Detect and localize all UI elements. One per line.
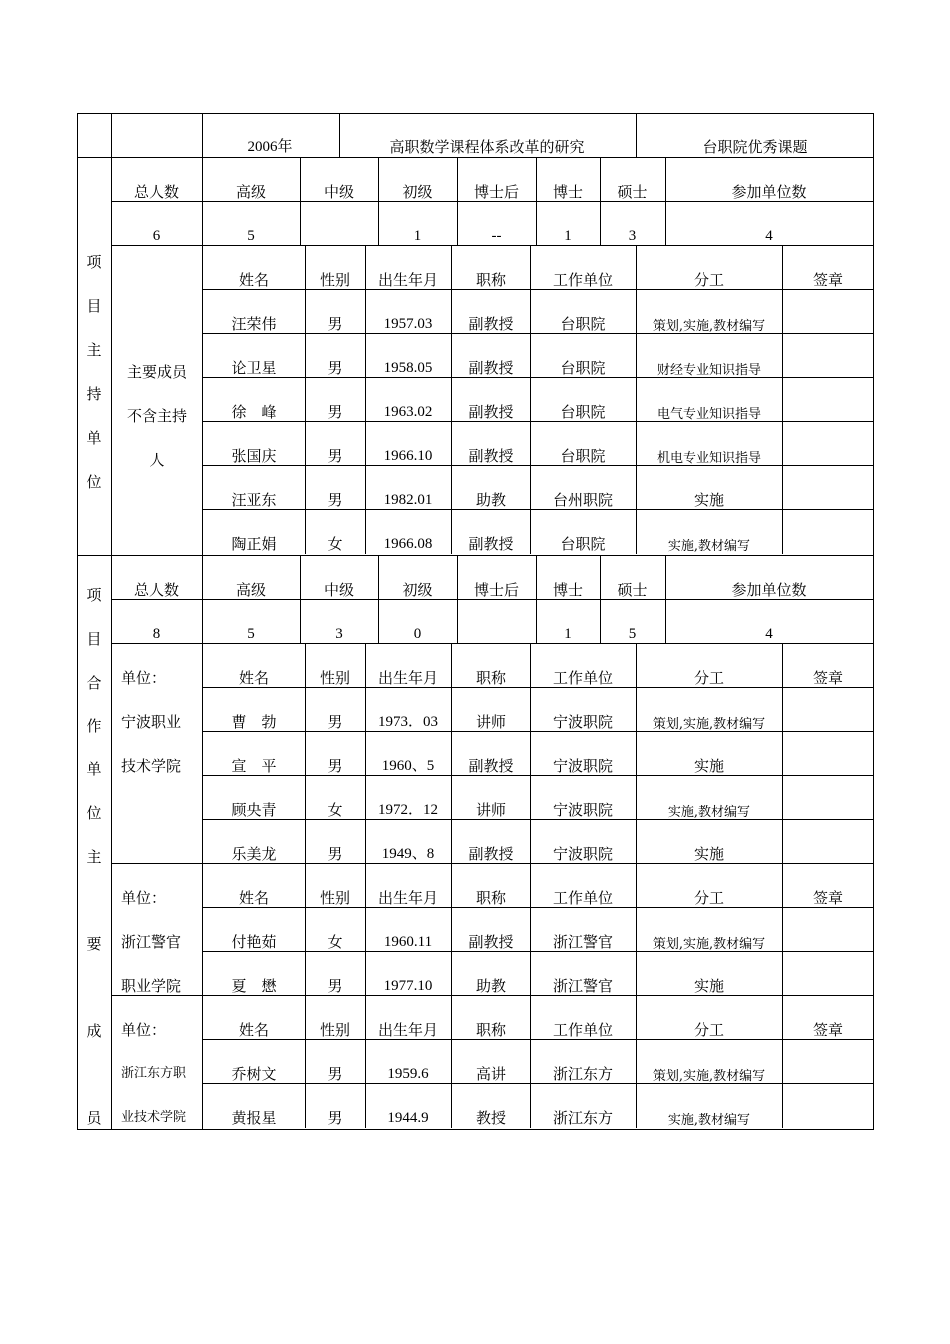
coop-stat-value: 0: [413, 626, 422, 642]
coop-member-col-header: 签章: [812, 889, 844, 907]
year-text: 2006年: [247, 139, 293, 155]
coop-side-label: 主: [86, 848, 102, 866]
coop-side-label: 目: [86, 630, 102, 648]
coop-member-title: 副教授: [468, 933, 514, 951]
coop-stat-value: 5: [247, 626, 255, 642]
table-rule: [77, 113, 78, 1130]
coop-member-col-header: 工作单位: [552, 889, 614, 907]
coop-member-col-header: 分工: [693, 669, 725, 687]
coop-side-label: 成: [86, 1022, 102, 1040]
coop-member-name: 顾央青: [231, 801, 277, 819]
host-member-gender: 女: [327, 535, 343, 553]
coop-member-col-header: 分工: [693, 889, 725, 907]
coop-member-role: 实施: [693, 977, 725, 995]
coop-side-label: 位: [86, 804, 102, 822]
host-member-col-header: 姓名: [238, 271, 270, 289]
table-rule: [365, 863, 366, 996]
table-rule: [451, 643, 452, 864]
coop-member-birth: 1949、8: [381, 846, 435, 862]
coop-stat-value: 3: [335, 626, 343, 642]
coop-member-birth: 1960、5: [381, 758, 435, 774]
table-rule: [305, 995, 306, 1128]
host-member-gender: 男: [327, 359, 343, 377]
coop-member-name: 夏 懋: [231, 977, 277, 995]
host-member-unit: 台职院: [560, 447, 606, 465]
host-stat-value: 1: [413, 228, 422, 244]
coop-member-birth: 1944.9: [387, 1110, 429, 1126]
table-rule: [202, 775, 874, 776]
table-rule: [451, 245, 452, 554]
table-rule: [636, 863, 637, 996]
table-rule: [782, 245, 783, 554]
coop-member-col-header: 分工: [693, 1021, 725, 1039]
coop-member-gender: 男: [327, 757, 343, 775]
host-side-label: 位: [86, 473, 102, 491]
coop-stat-label: 总人数: [133, 581, 180, 599]
table-rule: [202, 289, 874, 290]
table-rule: [202, 113, 203, 158]
coop-member-col-header: 性别: [319, 889, 351, 907]
coop-member-col-header: 工作单位: [552, 1021, 614, 1039]
coop-stat-value: 5: [628, 626, 637, 642]
table-rule: [111, 245, 874, 246]
coop-member-birth: 1960.11: [383, 934, 433, 950]
host-stat-label: 高级: [235, 183, 267, 201]
table-rule: [530, 643, 531, 864]
host-member-role: 机电专业知识指导: [656, 451, 762, 466]
coop-member-title: 高讲: [475, 1065, 507, 1083]
host-side-label: 持: [86, 385, 102, 403]
coop-side-label: 作: [86, 717, 102, 735]
host-member-role: 电气专业知识指导: [656, 407, 762, 422]
coop-side-label: 要: [86, 935, 102, 953]
table-rule: [202, 995, 874, 996]
coop-member-role: 实施,教材编写: [667, 1113, 751, 1128]
coop-member-gender: 男: [327, 1065, 343, 1083]
coop-member-gender: 男: [327, 845, 343, 863]
host-member-name: 论卫星: [231, 359, 277, 377]
coop-stat-label: 参加单位数: [731, 581, 807, 599]
host-member-role: 策划,实施,教材编写: [652, 319, 766, 334]
coop-member-gender: 男: [327, 713, 343, 731]
coop-member-name: 付艳茹: [231, 933, 277, 951]
coop-member-title: 讲师: [475, 801, 507, 819]
coop-unit-label: 宁波职业: [121, 713, 182, 731]
table-rule: [111, 599, 874, 600]
coop-stat-label: 初级: [402, 581, 433, 599]
coop-member-role: 策划,实施,教材编写: [652, 717, 766, 732]
table-rule: [665, 157, 666, 246]
coop-member-name: 宣 平: [231, 757, 277, 775]
host-stat-value: 3: [628, 228, 637, 244]
coop-member-col-header: 工作单位: [552, 669, 614, 687]
table-rule: [202, 509, 874, 510]
table-rule: [202, 643, 203, 1130]
coop-member-col-header: 姓名: [238, 889, 270, 907]
category-text: 台职院优秀课题: [702, 138, 808, 156]
coop-member-unit: 宁波职院: [552, 845, 614, 863]
host-stat-value: --: [491, 228, 502, 244]
coop-member-birth: 1973．03: [377, 714, 439, 730]
coop-member-role: 策划,实施,教材编写: [652, 937, 766, 952]
table-rule: [305, 863, 306, 996]
host-member-unit: 台职院: [560, 315, 606, 333]
table-rule: [111, 157, 874, 158]
host-member-col-header: 性别: [319, 271, 351, 289]
table-rule: [530, 995, 531, 1128]
coop-unit-label: 单位：: [121, 669, 167, 687]
host-member-col-header: 分工: [693, 271, 725, 289]
coop-member-col-header: 姓名: [238, 1021, 270, 1039]
coop-stat-label: 高级: [235, 581, 267, 599]
table-rule: [202, 555, 203, 644]
table-rule: [536, 555, 537, 644]
table-rule: [202, 333, 874, 334]
host-member-unit: 台职院: [560, 403, 606, 421]
table-rule: [77, 1129, 874, 1130]
host-member-unit: 台州职院: [552, 491, 614, 509]
coop-member-gender: 女: [327, 933, 343, 951]
host-member-title: 副教授: [468, 315, 514, 333]
coop-member-unit: 浙江警官: [552, 933, 614, 951]
coop-member-unit: 浙江警官: [552, 977, 614, 995]
table-rule: [339, 113, 340, 158]
host-side-label: 项: [86, 253, 102, 271]
coop-member-role: 实施: [693, 757, 725, 775]
coop-member-role: 实施: [693, 845, 725, 863]
host-member-role: 实施: [693, 491, 725, 509]
table-rule: [600, 157, 601, 246]
coop-stat-label: 硕士: [617, 581, 648, 599]
coop-member-birth: 1977.10: [383, 978, 433, 994]
coop-side-label: 员: [86, 1109, 102, 1127]
coop-member-title: 教授: [475, 1109, 507, 1127]
coop-member-unit: 宁波职院: [552, 757, 614, 775]
table-rule: [202, 377, 874, 378]
coop-member-col-header: 签章: [812, 1021, 844, 1039]
table-rule: [300, 157, 301, 246]
table-rule: [300, 555, 301, 644]
table-rule: [202, 157, 203, 246]
table-rule: [77, 555, 874, 556]
host-member-gender: 男: [327, 447, 343, 465]
coop-member-name: 乔树文: [231, 1065, 277, 1083]
table-rule: [77, 113, 874, 114]
coop-member-col-header: 出生年月: [377, 889, 439, 907]
coop-unit-label: 浙江警官: [121, 933, 182, 951]
table-rule: [365, 995, 366, 1128]
coop-member-name: 乐美龙: [231, 845, 277, 863]
host-member-unit: 台职院: [560, 535, 606, 553]
coop-member-col-header: 职称: [475, 669, 507, 687]
host-member-birth: 1963.02: [383, 404, 433, 420]
host-stat-value: 4: [765, 228, 773, 244]
table-rule: [202, 1039, 874, 1040]
host-member-title: 副教授: [468, 359, 514, 377]
coop-side-label: 合: [86, 674, 102, 692]
host-member-gender: 男: [327, 491, 343, 509]
table-rule: [636, 643, 637, 864]
table-rule: [636, 113, 637, 158]
coop-member-title: 副教授: [468, 845, 514, 863]
host-stat-label: 总人数: [133, 183, 180, 201]
coop-stat-value: 8: [152, 626, 161, 642]
coop-member-unit: 宁波职院: [552, 713, 614, 731]
coop-member-col-header: 姓名: [238, 669, 270, 687]
coop-unit-label: 业技术学院: [121, 1110, 187, 1125]
table-rule: [365, 643, 366, 864]
coop-member-unit: 宁波职院: [552, 801, 614, 819]
host-group-label: 人: [149, 451, 165, 469]
host-stat-value: 5: [247, 228, 255, 244]
coop-member-col-header: 出生年月: [377, 669, 439, 687]
coop-member-col-header: 签章: [812, 669, 844, 687]
table-rule: [202, 687, 874, 688]
host-member-birth: 1966.08: [383, 536, 433, 552]
table-rule: [305, 245, 306, 554]
table-rule: [457, 555, 458, 644]
host-stat-value: 6: [152, 228, 161, 244]
host-member-title: 副教授: [468, 535, 514, 553]
table-rule: [202, 421, 874, 422]
table-rule: [636, 995, 637, 1128]
coop-member-title: 讲师: [475, 713, 507, 731]
table-rule: [782, 863, 783, 996]
coop-stat-value: 1: [564, 626, 572, 642]
coop-member-col-header: 职称: [475, 1021, 507, 1039]
host-group-label: 不含主持: [126, 407, 188, 425]
host-member-gender: 男: [327, 315, 343, 333]
coop-member-birth: 1972．12: [377, 802, 439, 818]
host-member-role: 实施,教材编写: [667, 539, 751, 554]
host-member-col-header: 工作单位: [552, 271, 614, 289]
coop-member-title: 副教授: [468, 757, 514, 775]
host-side-label: 目: [86, 297, 102, 315]
host-stat-label: 硕士: [617, 183, 648, 201]
host-member-title: 助教: [475, 491, 507, 509]
coop-stat-label: 博士后: [473, 581, 520, 599]
table-rule: [378, 157, 379, 246]
host-stat-label: 博士: [552, 183, 584, 201]
host-stat-label: 初级: [402, 183, 433, 201]
coop-member-title: 助教: [475, 977, 507, 995]
coop-side-label: 项: [86, 586, 102, 604]
host-member-col-header: 签章: [812, 271, 844, 289]
coop-member-unit: 浙江东方: [552, 1109, 614, 1127]
coop-member-gender: 男: [327, 1109, 343, 1127]
table-rule: [873, 113, 874, 1130]
coop-member-name: 曹 勃: [231, 713, 277, 731]
host-stat-label: 中级: [323, 183, 355, 201]
table-rule: [365, 245, 366, 554]
coop-member-gender: 男: [327, 977, 343, 995]
coop-unit-label: 职业学院: [121, 977, 182, 995]
host-member-name: 张国庆: [231, 447, 277, 465]
host-stat-label: 参加单位数: [731, 183, 807, 201]
coop-member-gender: 女: [327, 801, 343, 819]
table-rule: [451, 995, 452, 1128]
host-stat-label: 博士后: [473, 183, 520, 201]
coop-member-unit: 浙江东方: [552, 1065, 614, 1083]
host-member-name: 汪亚东: [231, 491, 277, 509]
table-rule: [202, 1083, 874, 1084]
table-rule: [111, 863, 203, 864]
coop-unit-label: 单位：: [121, 889, 167, 907]
table-rule: [451, 863, 452, 996]
table-rule: [111, 201, 874, 202]
table-rule: [111, 113, 112, 1130]
table-rule: [457, 157, 458, 246]
coop-side-label: 单: [86, 760, 102, 778]
coop-member-name: 黄报星: [231, 1109, 277, 1127]
host-member-title: 副教授: [468, 403, 514, 421]
coop-unit-label: 技术学院: [121, 757, 182, 775]
host-side-label: 单: [86, 429, 102, 447]
table-rule: [202, 731, 874, 732]
table-rule: [378, 555, 379, 644]
coop-member-col-header: 性别: [319, 669, 351, 687]
host-member-name: 徐 峰: [231, 403, 277, 421]
table-rule: [782, 995, 783, 1128]
host-side-label: 主: [86, 341, 102, 359]
host-member-role: 财经专业知识指导: [656, 363, 762, 378]
coop-member-col-header: 出生年月: [377, 1021, 439, 1039]
table-rule: [202, 819, 874, 820]
coop-stat-label: 中级: [323, 581, 355, 599]
host-member-name: 陶正娟: [231, 535, 277, 553]
table-rule: [305, 643, 306, 864]
table-rule: [636, 245, 637, 554]
coop-member-col-header: 性别: [319, 1021, 351, 1039]
coop-unit-label: 浙江东方职: [121, 1066, 187, 1081]
table-rule: [77, 157, 112, 158]
host-stat-value: 1: [564, 228, 572, 244]
table-rule: [600, 555, 601, 644]
coop-member-role: 策划,实施,教材编写: [652, 1069, 766, 1084]
coop-member-col-header: 职称: [475, 889, 507, 907]
coop-member-role: 实施,教材编写: [667, 805, 751, 820]
table-rule: [530, 863, 531, 996]
host-member-gender: 男: [327, 403, 343, 421]
coop-member-birth: 1959.6: [387, 1066, 429, 1082]
coop-stat-value: 4: [765, 626, 773, 642]
host-member-unit: 台职院: [560, 359, 606, 377]
table-rule: [202, 465, 874, 466]
host-member-title: 副教授: [468, 447, 514, 465]
coop-stat-label: 博士: [552, 581, 584, 599]
host-member-birth: 1958.05: [383, 360, 433, 376]
host-member-birth: 1957.03: [383, 316, 433, 332]
table-rule: [536, 157, 537, 246]
host-member-name: 汪荣伟: [231, 315, 277, 333]
table-rule: [202, 863, 874, 864]
host-group-label: 主要成员: [126, 363, 188, 381]
table-rule: [782, 643, 783, 864]
table-rule: [202, 907, 874, 908]
host-member-col-header: 出生年月: [377, 271, 439, 289]
table-rule: [111, 643, 874, 644]
table-rule: [111, 995, 203, 996]
table-rule: [530, 245, 531, 554]
table-rule: [665, 555, 666, 644]
host-member-birth: 1982.01: [383, 492, 433, 508]
host-member-birth: 1966.10: [383, 448, 433, 464]
table-rule: [202, 951, 874, 952]
host-member-col-header: 职称: [475, 271, 507, 289]
project-title: 高职数学课程体系改革的研究: [389, 138, 585, 156]
coop-unit-label: 单位：: [121, 1021, 167, 1039]
